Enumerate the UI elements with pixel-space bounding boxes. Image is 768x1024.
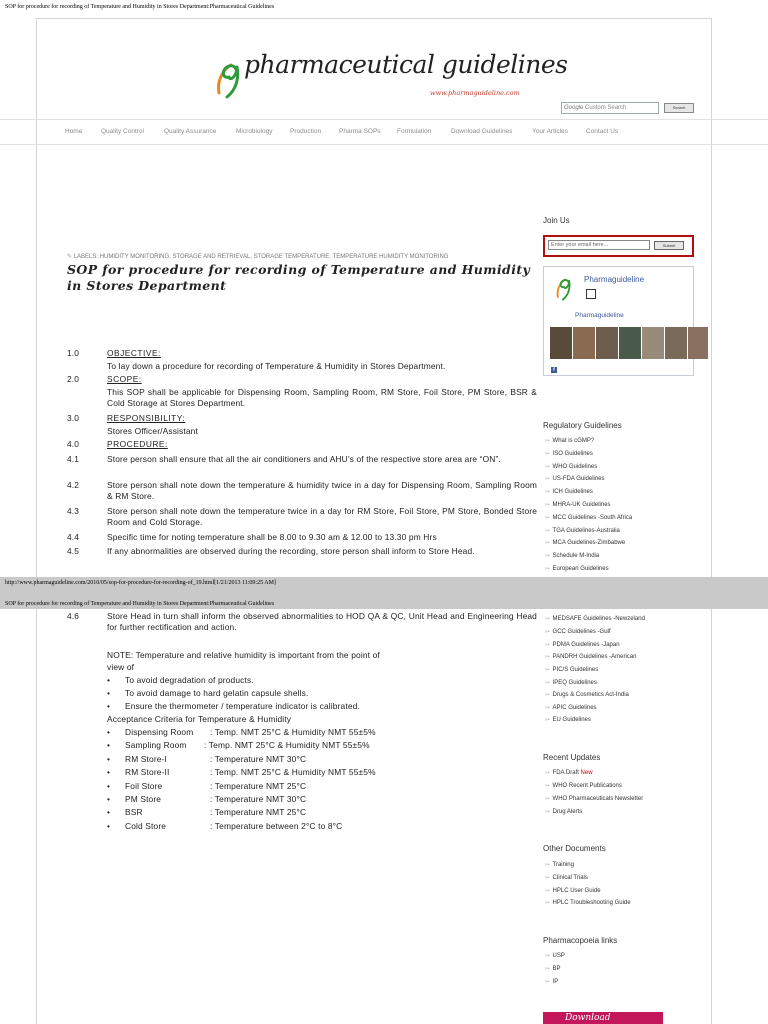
criteria-spec: : Temperature NMT 30°C [210, 754, 307, 764]
sidebar-link[interactable] [545, 553, 599, 559]
section-text: This SOP shall be applicable for Dispensing Room, Sampling Room, RM Store, Foil Store, PM Store, BSR & Cold Storage at Stores Department. [107, 387, 537, 408]
bullet-text: To avoid degradation of products. [125, 675, 254, 685]
bullet-icon: • [107, 807, 111, 817]
step-text: Specific time for noting temperature shall be 8.00 to 9.30 am & 12.00 to 13.30 pm Hrs [107, 532, 437, 542]
main-nav [0, 119, 768, 145]
nav-quality-control[interactable]: Quality Control [101, 128, 144, 135]
sidebar-link[interactable] [545, 438, 594, 444]
bullet-icon: »• [545, 515, 550, 521]
nav-microbiology[interactable]: Microbiology [236, 128, 273, 135]
step-num: 4.5 [67, 546, 80, 556]
link-text: GCC Guidelines -Gulf [552, 629, 611, 635]
updates-title: Recent Updates [543, 753, 601, 762]
bullet-icon: »• [545, 783, 550, 789]
sidebar-link[interactable] [545, 566, 609, 572]
bullet-icon: »• [545, 888, 550, 894]
nav-production[interactable]: Production [290, 128, 322, 135]
bullet-icon: • [107, 767, 111, 777]
bullet-icon: »• [545, 900, 550, 906]
section-text: Stores Officer/Assistant [107, 426, 198, 436]
post-labels-text[interactable]: LABELS: HUMIDITY MONITORING, STORAGE AND RETRIEVAL, STORAGE TEMPERATURE, TEMPERATURE HUMIDITY MONITORING [73, 254, 449, 260]
step-text: Store person shall ensure that all the air conditioners and AHU’s of the respective store area are “ON”. [107, 454, 501, 464]
bullet-icon: »• [545, 705, 550, 711]
bullet-icon: • [107, 675, 111, 685]
sidebar-link[interactable] [545, 451, 593, 457]
step-text: Store person shall note down the temperature twice in a day for RM Store, Foil Store, PM Store, Bonded Store Room and Cold Storage. [107, 506, 537, 527]
fan-avatar[interactable] [596, 327, 618, 359]
criteria-area: RM Store-II [125, 767, 170, 777]
nav-home[interactable]: Home [65, 128, 83, 135]
step-text: Store person shall note down the temperature & humidity twice in a day for Dispensing Room, Sampling Room & RM Store. [107, 480, 537, 501]
bullet-icon: »• [545, 953, 550, 959]
link-text: ISO Guidelines [552, 451, 593, 457]
bullet-icon: »• [545, 451, 550, 457]
nav-contact-us[interactable]: Contact Us [586, 128, 619, 135]
join-title: Join Us [543, 216, 570, 225]
sidebar-link[interactable] [545, 888, 601, 894]
post-labels [67, 253, 449, 260]
criteria-spec: : Temperature NMT 30°C [210, 794, 307, 804]
criteria-area: PM Store [125, 794, 162, 804]
sidebar-link[interactable] [545, 770, 593, 776]
criteria-spec: : Temperature NMT 25°C [210, 807, 307, 817]
site-logo-url: www.pharmaguideline.com [430, 89, 520, 97]
link-text: US-FDA Guidelines [552, 476, 605, 482]
bullet-icon: »• [545, 476, 550, 482]
link-text: PIC/S Guidelines [552, 667, 599, 673]
link-text: WHO Recent Publications [552, 783, 622, 789]
bullet-icon: »• [545, 540, 550, 546]
section-num: 4.0 [67, 439, 80, 449]
section-heading: OBJECTIVE: [107, 348, 161, 358]
sidebar-link[interactable] [545, 515, 632, 521]
section-heading: PROCEDURE: [107, 439, 168, 449]
link-text: European Guidelines [552, 566, 609, 572]
facebook-icon[interactable]: f [551, 367, 557, 373]
sidebar-link[interactable] [545, 680, 597, 686]
bullet-icon: »• [545, 875, 550, 881]
link-text: Schedule M-India [552, 553, 600, 559]
bullet-icon: »• [545, 692, 550, 698]
email-field[interactable]: Enter your email here... [548, 240, 650, 250]
step-num: 4.4 [67, 532, 80, 542]
link-text: APIC Guidelines [552, 705, 597, 711]
sidebar-link[interactable] [545, 862, 574, 868]
link-text: MCC Guidelines -South Africa [552, 515, 633, 521]
link-text: HPLC User Guide [552, 888, 601, 894]
link-text: MCA Guidelines-Zimbabwe [552, 540, 626, 546]
nav-quality-assurance[interactable]: Quality Assurance [164, 128, 217, 135]
criteria-title: Acceptance Criteria for Temperature & Humidity [107, 714, 292, 724]
fan-avatar[interactable] [688, 327, 708, 359]
sidebar-link[interactable] [545, 464, 597, 470]
link-text: What is cGMP? [552, 438, 595, 444]
sidebar-link[interactable] [545, 528, 620, 534]
section-text: To lay down a procedure for recording of Temperature & Humidity in Stores Department. [107, 361, 446, 371]
criteria-area: Foil Store [125, 781, 163, 791]
sidebar-link[interactable] [545, 966, 561, 972]
step-num: 4.3 [67, 506, 80, 516]
sidebar-link[interactable] [545, 489, 593, 495]
criteria-area: BSR [125, 807, 143, 817]
post-title: SOP for procedure for recording of Temperature and Humidity in Stores Department [67, 262, 531, 293]
download-banner[interactable]: Download [543, 1012, 663, 1024]
step-num: 4.1 [67, 454, 80, 464]
section-num: 3.0 [67, 413, 80, 423]
pdf-footer: http://www.pharmaguideline.com/2010/05/sop-for-procedure-for-recording-of_19.html[1/21/2013 11:09:25 AM] [5, 580, 276, 586]
sidebar-link[interactable] [545, 540, 625, 546]
bullet-icon: • [107, 754, 111, 764]
bullet-icon: »• [545, 966, 550, 972]
sidebar-link[interactable] [545, 667, 598, 673]
sidebar-link[interactable] [545, 875, 588, 881]
fan-avatar[interactable] [642, 327, 664, 359]
link-text: IP [552, 979, 559, 985]
link-text: ICH Guidelines [552, 489, 593, 495]
bullet-item [107, 701, 360, 712]
fb-page-name[interactable]: Pharmaguideline [584, 275, 645, 284]
fan-avatar[interactable] [665, 327, 687, 359]
section-num: 2.0 [67, 374, 80, 384]
bullet-icon: • [107, 821, 111, 831]
fan-avatar[interactable] [619, 327, 641, 359]
bullet-icon: »• [545, 809, 550, 815]
bullet-text: Ensure the thermometer / temperature indicator is calibrated. [125, 701, 360, 711]
criteria-area: Dispensing Room [125, 727, 194, 737]
sidebar-link[interactable] [545, 900, 631, 906]
section-heading: RESPONSIBILITY: [107, 413, 186, 423]
sidebar-link[interactable] [545, 796, 643, 802]
bullet-icon: »• [545, 553, 550, 559]
bullet-icon: »• [545, 502, 550, 508]
bullet-icon: »• [545, 528, 550, 534]
criteria-spec: : Temperature NMT 25°C [210, 781, 307, 791]
site-logo-text[interactable]: pharmaceutical guidelines [244, 50, 568, 79]
bullet-text: To avoid damage to hard gelatin capsule shells. [125, 688, 309, 698]
other-docs-title: Other Documents [543, 844, 606, 853]
criteria-row [107, 781, 307, 792]
link-text: Drugs & Cosmetics Act-India [552, 692, 629, 698]
criteria-spec: : Temp. NMT 25°C & Humidity NMT 55±5% [204, 740, 370, 750]
bullet-icon: »• [545, 489, 550, 495]
fb-like-checkbox[interactable] [586, 289, 596, 299]
note-text: view of [107, 662, 135, 672]
step-num: 4.2 [67, 480, 80, 490]
bullet-icon: • [107, 794, 111, 804]
bullet-icon: »• [545, 629, 550, 635]
link-text: Training [552, 862, 574, 868]
pdf-header-page-2: SOP for procedure for recording of Temperature and Humidity in Stores Department:Pharmaceutical Guidelines [5, 601, 275, 607]
criteria-row [107, 807, 307, 818]
criteria-row [107, 767, 376, 778]
step-text: Store Head in turn shall inform the observed abnormalities to HOD QA & QC, Unit Head and Engineering Head for further rectification and action. [107, 611, 537, 632]
search-button[interactable]: Search [664, 103, 694, 113]
search-input[interactable] [561, 102, 659, 114]
link-text: WHO Pharmaceuticals Newsletter [552, 796, 644, 802]
link-text: TGA Guidelines-Australia [552, 528, 620, 534]
criteria-spec: : Temp. NMT 25°C & Humidity NMT 55±5% [210, 727, 376, 737]
bullet-icon: »• [545, 667, 550, 673]
search-brand: Google [564, 105, 584, 111]
link-text: WHO Guidelines [552, 464, 598, 470]
nav-pharma-sops[interactable]: Pharma SOPs [339, 128, 381, 135]
bullet-icon: »• [545, 796, 550, 802]
bullet-icon: »• [545, 642, 550, 648]
nav-formulation[interactable]: Formulation [397, 128, 432, 135]
bullet-icon: • [107, 781, 111, 791]
link-text: PANDRH Guidelines -American [552, 654, 637, 660]
sidebar-link[interactable] [545, 654, 636, 660]
bullet-icon: • [107, 740, 111, 750]
bullet-item [107, 688, 309, 699]
sidebar-link[interactable] [545, 629, 611, 635]
bullet-icon: »• [545, 438, 550, 444]
sidebar-link[interactable] [545, 953, 565, 959]
search-placeholder: Custom Search [585, 105, 627, 111]
bullet-icon: »• [545, 464, 550, 470]
sidebar-link[interactable] [545, 717, 591, 723]
criteria-spec: : Temperature between 2°C to 8°C [210, 821, 343, 831]
bullet-icon: »• [545, 654, 550, 660]
bullet-icon: • [107, 727, 111, 737]
sidebar-link[interactable] [545, 642, 620, 648]
criteria-row [107, 740, 370, 751]
sidebar-link[interactable] [545, 979, 558, 985]
step-text: If any abnormalities are observed during the recording, store person shall inform to Store Head. [107, 546, 475, 556]
bullet-icon: »• [545, 566, 550, 572]
link-text: Drug Alerts [552, 809, 583, 815]
section-heading: SCOPE: [107, 374, 142, 384]
bullet-icon: »• [545, 717, 550, 723]
bullet-icon: »• [545, 680, 550, 686]
sidebar-link[interactable] [545, 692, 629, 698]
link-text: BP [552, 966, 561, 972]
sidebar-link[interactable] [545, 783, 622, 789]
sidebar-link[interactable] [545, 502, 611, 508]
criteria-row [107, 821, 343, 832]
sidebar-link[interactable] [545, 809, 582, 815]
criteria-area: RM Store-I [125, 754, 167, 764]
bullet-icon: • [107, 701, 111, 711]
link-text: USP [552, 953, 565, 959]
criteria-area: Cold Store [125, 821, 167, 831]
link-text: Clinical Trials [552, 875, 588, 881]
bullet-item [107, 675, 254, 686]
criteria-area: Sampling Room [125, 740, 187, 750]
fb-logo-icon [553, 272, 579, 302]
link-text: IPEQ Guidelines [552, 680, 597, 686]
sidebar-link[interactable] [545, 476, 605, 482]
bullet-icon: »• [545, 862, 550, 868]
sidebar-link[interactable] [545, 705, 597, 711]
link-text: EU Guidelines [552, 717, 591, 723]
bullet-icon: • [107, 688, 111, 698]
pdf-header: SOP for procedure for recording of Temperature and Humidity in Stores Department:Pharmaceutical Guidelines [5, 4, 275, 10]
section-num: 1.0 [67, 348, 80, 358]
note-text: NOTE: Temperature and relative humidity is important from the point of [107, 650, 380, 660]
criteria-row [107, 754, 307, 765]
bullet-icon: »• [545, 979, 550, 985]
link-text: FDA Draft [552, 770, 579, 776]
criteria-spec: : Temp. NMT 25°C & Humidity NMT 55±5% [210, 767, 376, 777]
regulatory-title: Regulatory Guidelines [543, 421, 622, 430]
nav-your-articles[interactable]: Your Articles [532, 128, 568, 135]
pencil-icon: ✎ [67, 254, 73, 260]
fb-page-link[interactable]: Pharmaguideline [575, 312, 624, 319]
pdf-page-2 [0, 609, 768, 1024]
sidebar-link[interactable] [545, 616, 645, 622]
bullet-icon: »• [545, 770, 550, 776]
link-text: PDMA Guidelines -Japan [552, 642, 620, 648]
new-badge: New [580, 770, 593, 776]
pharmacopoeia-title: Pharmacopoeia links [543, 936, 618, 945]
criteria-row [107, 794, 307, 805]
criteria-row [107, 727, 376, 738]
step-num: 4.6 [67, 611, 80, 621]
fan-avatar[interactable] [550, 327, 572, 359]
fan-avatar[interactable] [573, 327, 595, 359]
link-text: HPLC Troubleshooting Guide [552, 900, 631, 906]
link-text: MHRA-UK Guidelines [552, 502, 611, 508]
link-text: MEDSAFE Guidelines -Newzeland [552, 616, 645, 622]
bullet-icon: »• [545, 616, 550, 622]
nav-download-guidelines[interactable]: Download Guidelines [451, 128, 513, 135]
join-submit-button[interactable]: Submit [654, 241, 684, 250]
